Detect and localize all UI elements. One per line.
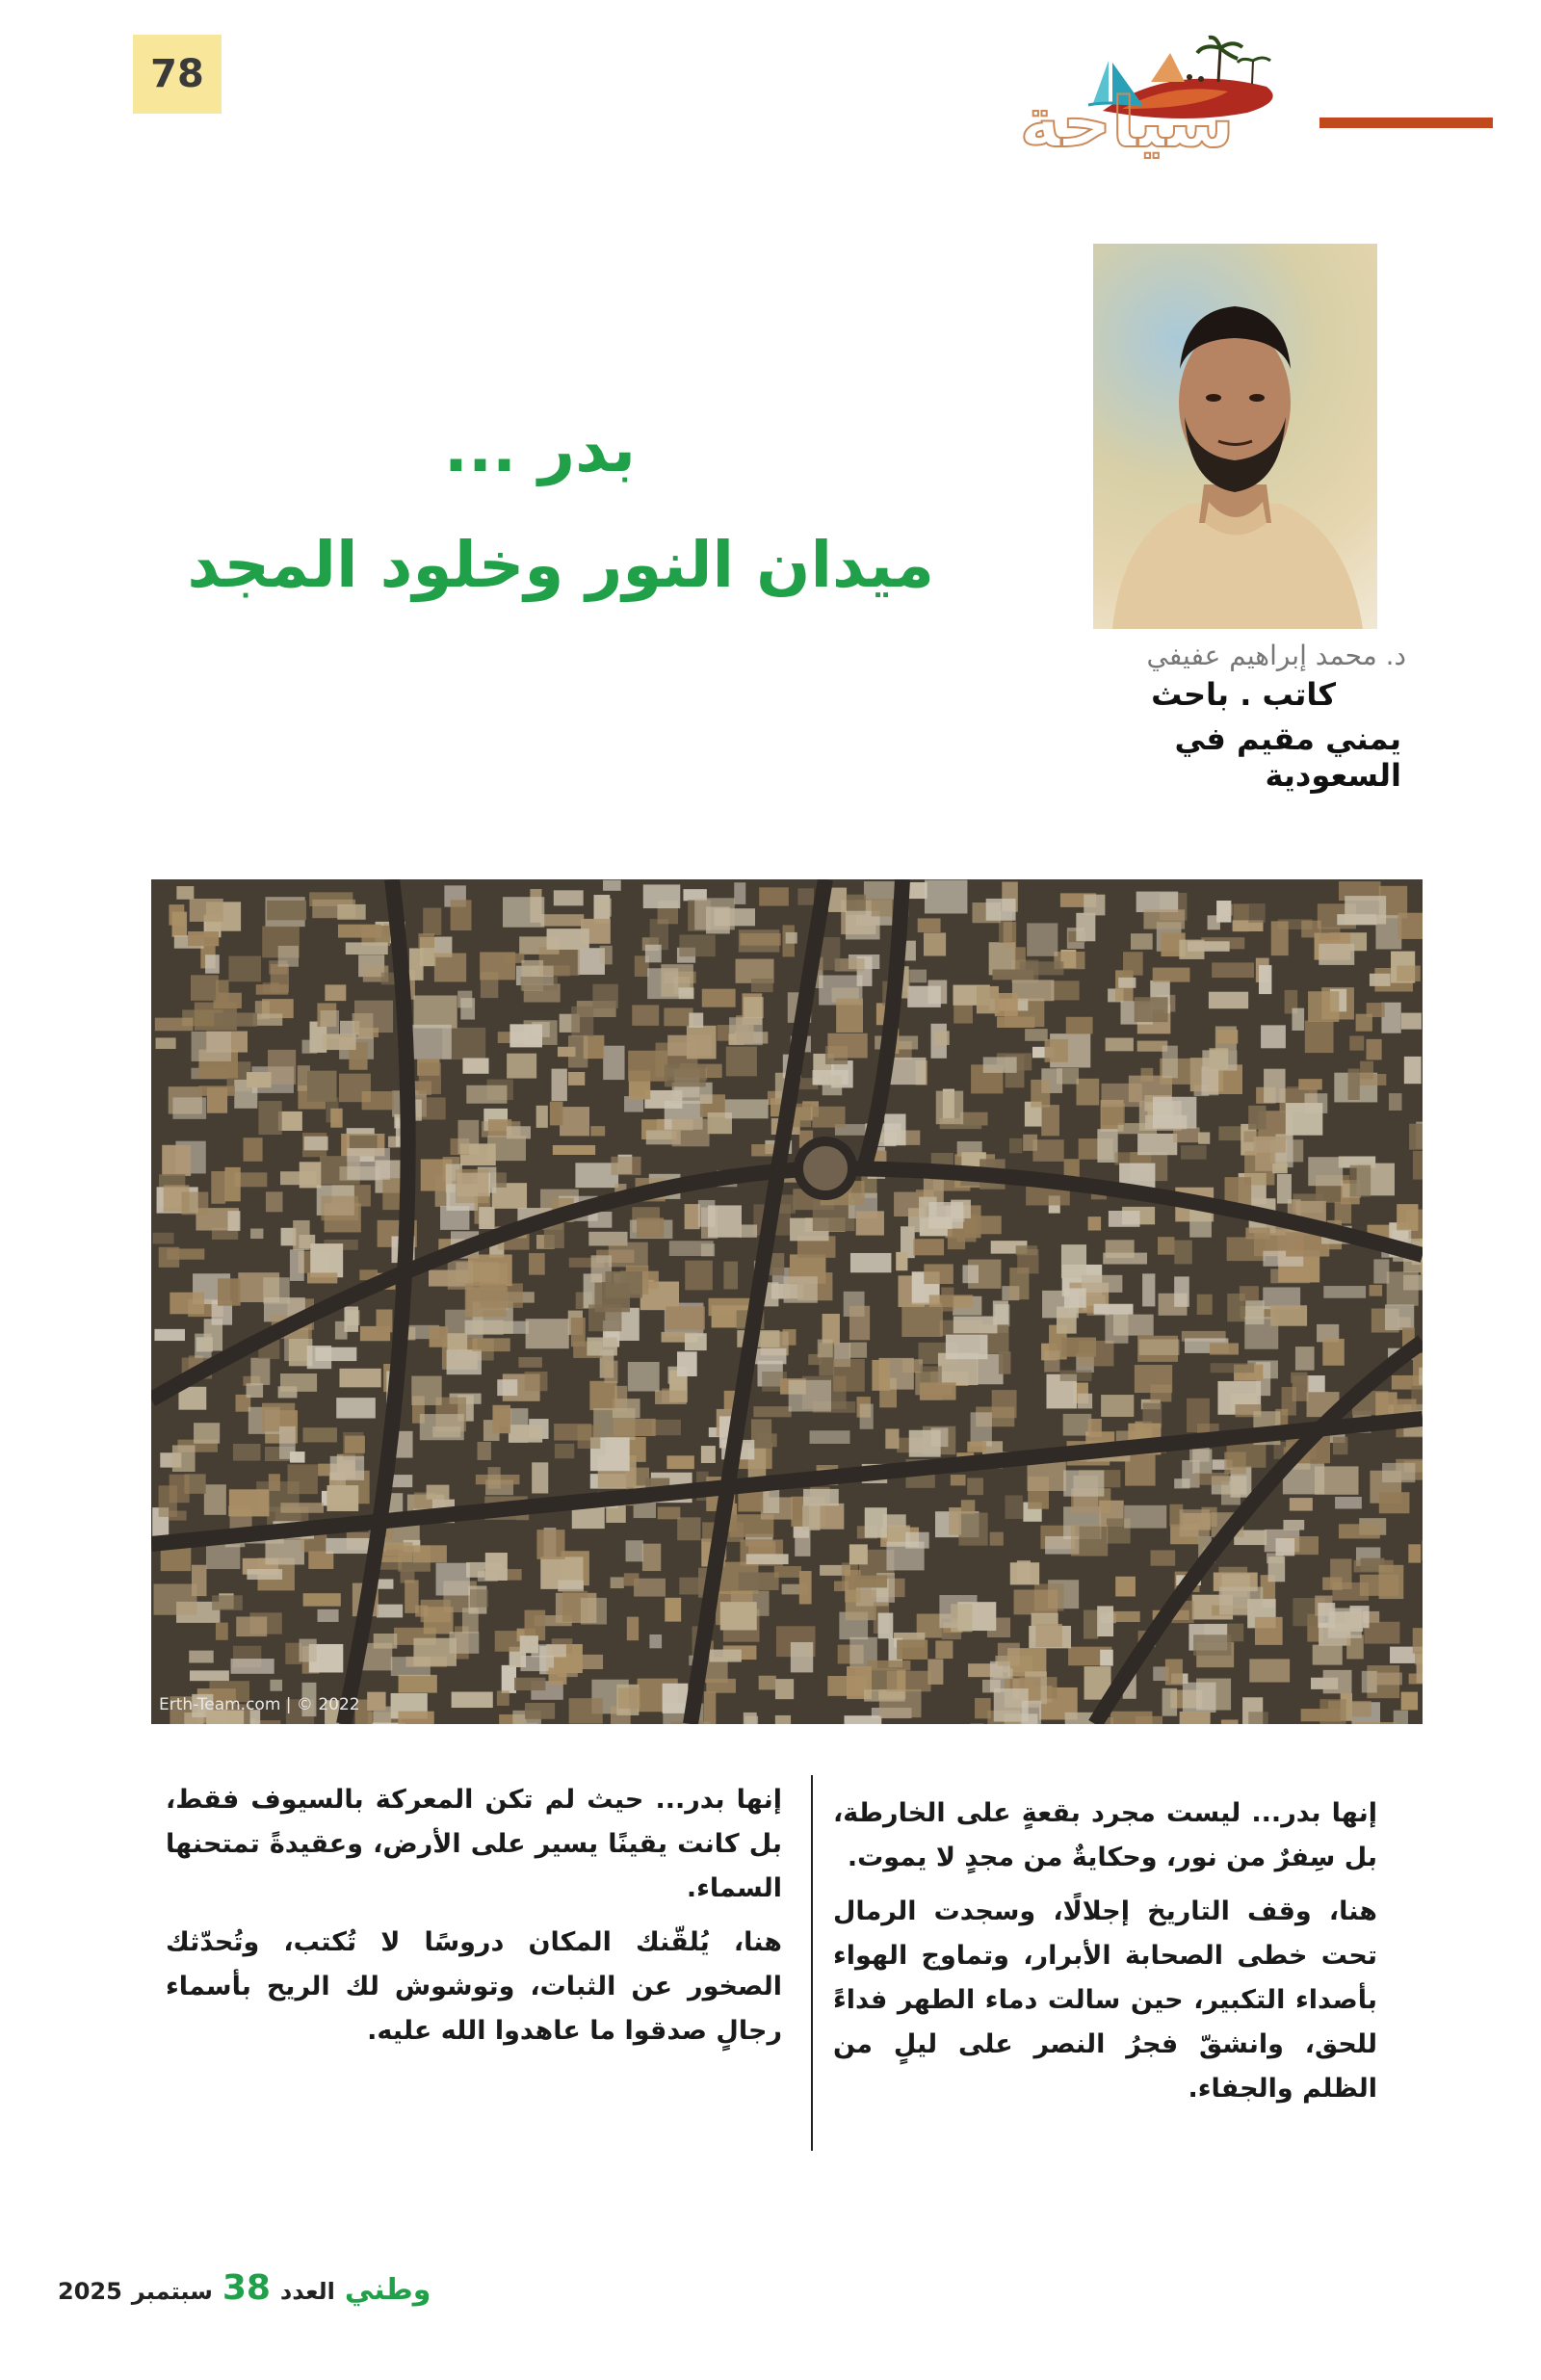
page-number: 78: [133, 35, 222, 114]
photo-credit: Erth-Team.com | © 2022: [159, 1695, 360, 1714]
footer-issue-label: العدد: [279, 2278, 335, 2305]
paragraph: هنا، يُلقّنك المكان دروسًا لا تُكتب، وتُحدّثك الصخور عن الثبات، وتوشوش لك الريح بأسماء رجالٍ صدقوا ما عاهدوا الله عليه.: [166, 1927, 782, 2046]
footer-month: سبتمبر: [131, 2278, 213, 2305]
author-role: كاتب . باحث: [1151, 676, 1336, 713]
paragraph: هنا، وقف التاريخ إجلالًا، وسجدت الرمال تحت خطى الصحابة الأبرار، وتماوج الهواء بأصداء التكبير، حين سالت دماء الطهر فداءً للحق، وانشقّ فجرُ النصر على ليلٍ من الظلم والجفاء.: [833, 1896, 1377, 2104]
footer-year: 2025: [58, 2278, 122, 2305]
article-title-line2: ميدان النور وخلود المجد: [187, 528, 934, 602]
aerial-city-photo: [151, 879, 1423, 1724]
footer-issue-number: 38: [222, 2268, 271, 2308]
author-name: د. محمد إبراهيم عفيفي: [1146, 640, 1406, 671]
author-location: يمني مقيم في السعودية: [1174, 720, 1401, 794]
column-divider: [811, 1775, 813, 2151]
author-portrait: [1093, 244, 1377, 629]
footer-magazine-name: وطني: [344, 2273, 431, 2307]
header-rule: [1319, 118, 1493, 128]
section-title: سياحة: [1019, 82, 1235, 163]
paragraph: إنها بدر... ليست مجرد بقعةٍ على الخارطة، بل سِفرٌ من نور، وحكايةٌ من مجدٍ لا يموت.: [833, 1798, 1377, 1872]
section-header: [939, 34, 1493, 163]
article-title-line1: بدر ...: [443, 412, 636, 486]
article-column-left: [166, 1778, 782, 2063]
paragraph: إنها بدر... حيث لم تكن المعركة بالسيوف فقط، بل كانت يقينًا يسير على الأرض، وعقيدةً تمتحنها السماء.: [166, 1785, 782, 1903]
article-column-right: [833, 1792, 1377, 2121]
page-footer: [58, 2268, 431, 2316]
